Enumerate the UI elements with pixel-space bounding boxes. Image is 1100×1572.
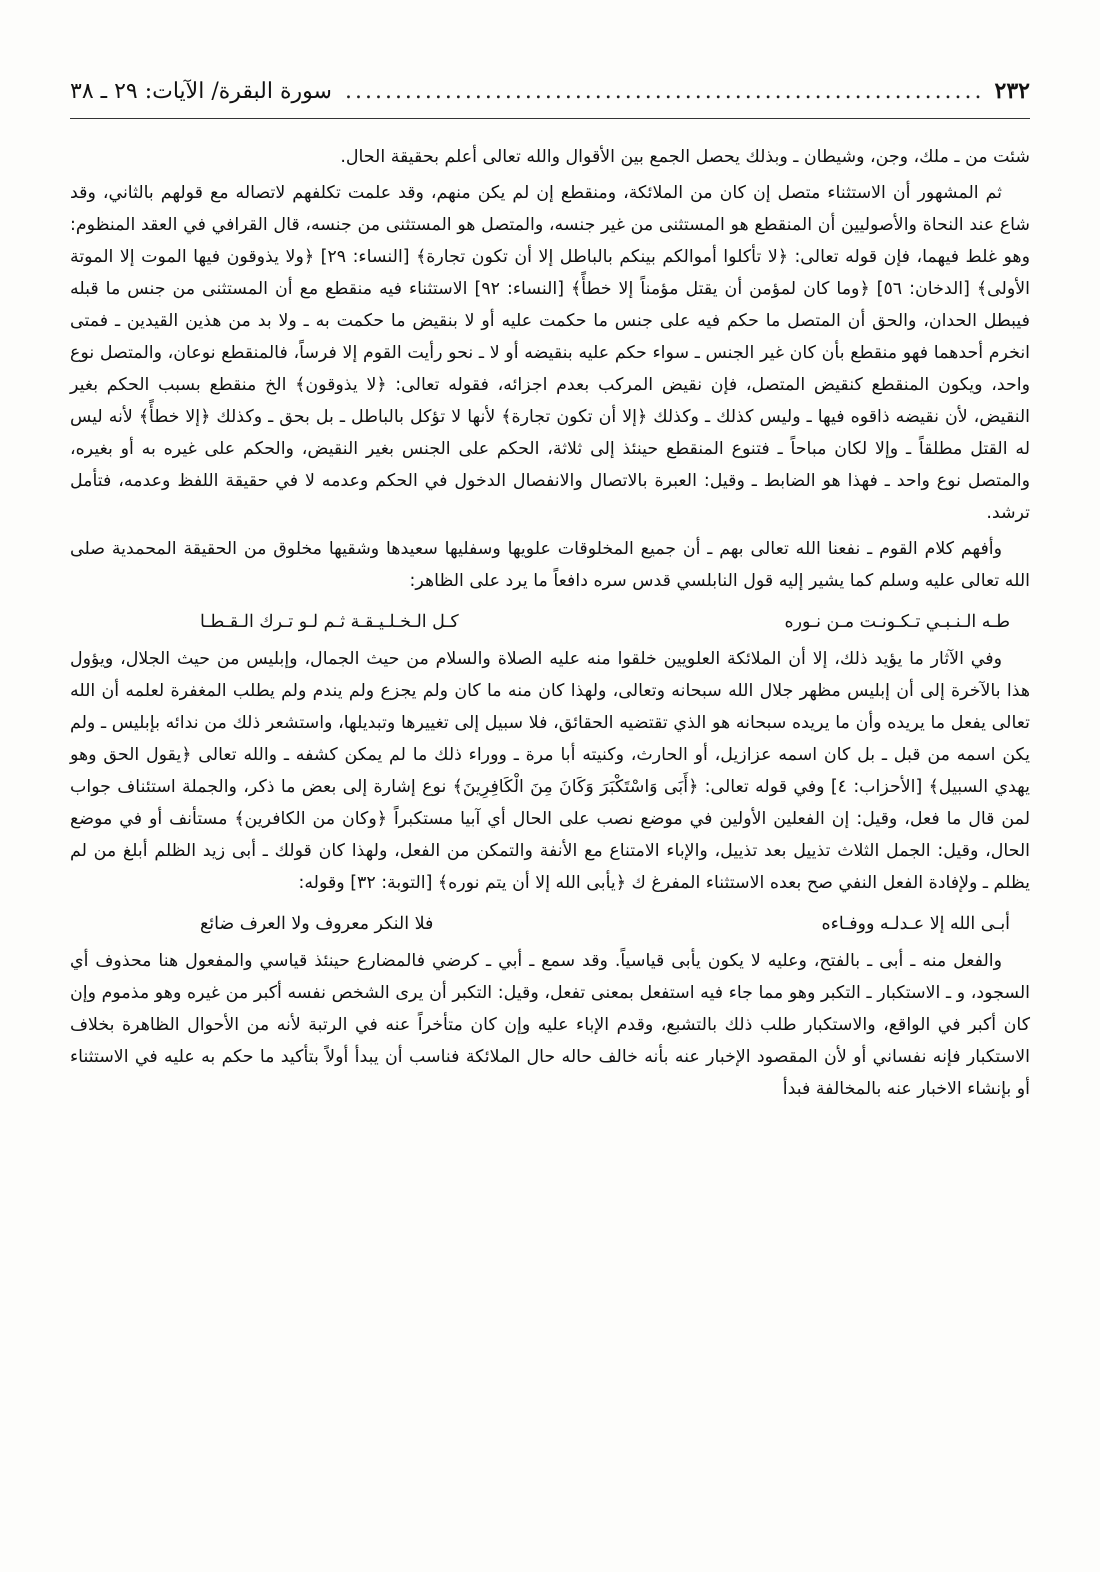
running-title: سورة البقرة/ الآيات: ٢٩ ـ ٣٨: [70, 79, 332, 104]
page-number: ٢٣٢: [994, 78, 1030, 104]
body-text: [70, 141, 1030, 1105]
header-rule: [70, 118, 1030, 119]
verse-hemistich-second: كـل الـخـلـيـقـة ثـم لـو تـرك الـقـطـا: [200, 612, 459, 632]
leader-dots: [342, 79, 985, 104]
running-header: [70, 78, 1030, 118]
paragraph: ثم المشهور أن الاستثناء متصل إن كان من الملائكة، ومنقطع إن لم يكن منهم، وقد علمت تكلفهم لاتصاله مع قولهم بالثاني، وقد شاع عند النحاة والأصوليين أن المنقطع هو المستثنى من غير جنسه، والمتصل هو المستثنى من جنسه، قال القرافي في العقد المنظوم: وهو غلط فيهما، فإن قوله تعالى: ﴿لا تأكلوا أموالكم بينكم بالباطل إلا أن تكون تجارة﴾ [النساء: ٢٩] ﴿ولا يذوقون فيها الموت إلا الموتة الأولى﴾ [الدخان: ٥٦] ﴿وما كان لمؤمن أن يقتل مؤمناً إلا خطأً﴾ [النساء: ٩٢] الاستثناء فيه منقطع مع أن المستثنى من جنس ما قبله فيبطل الحدان، والحق أن المتصل ما حكم فيه على جنس ما حكمت عليه أو لا بنقيض ما حكمت به ـ ولا بد من هذين القيدين ـ فمتى انخرم أحدهما فهو منقطع بأن كان غير الجنس ـ سواء حكم عليه بنقيضه أو لا ـ نحو رأيت القوم إلا فرساً، فالمنقطع نوعان، والمتصل نوع واحد، ويكون المنقطع كنقيض المتصل، فإن نقيض المركب بعدم اجزائه، فقوله تعالى: ﴿لا يذوقون﴾ الخ منقطع بسبب الحكم بغير النقيض، لأن نقيضه ذاقوه فيها ـ وليس كذلك ـ وكذلك ﴿إلا أن تكون تجارة﴾ لأنها لا تؤكل بالباطل ـ بل بحق ـ وكذلك ﴿إلا خطأً﴾ لأنه ليس له القتل مطلقاً ـ وإلا لكان مباحاً ـ فتنوع المنقطع حينئذ إلى ثلاثة، الحكم على الجنس بغير النقيض، والحكم على غيره به أو بغيره، والمتصل نوع واحد ـ فهذا هو الضابط ـ وقيل: العبرة بالاتصال والانفصال الدخول في الحكم وعدمه لا في حقيقة اللفظ وعدمه، فتأمل ترشد.: [70, 183, 1031, 523]
verse-hemistich-first: طـه الـنـبـي تـكـونـت مـن نـوره: [784, 612, 1010, 632]
verse-hemistich-second: فلا النكر معروف ولا العرف ضائع: [200, 914, 434, 934]
paragraph: وفي الآثار ما يؤيد ذلك، إلا أن الملائكة العلويين خلقوا منه عليه الصلاة والسلام من حيث الجمال، وإبليس من حيث الجلال، ويؤول هذا بالآخرة إلى أن إبليس مظهر جلال الله سبحانه وتعالى، ولهذا كان منه ما كان ولم يجزع ولم يندم ولم يطلب المغفرة لعلمه أن الله تعالى يفعل ما يريده وأن ما يريده سبحانه هو الذي تقتضيه الحقائق، فلا سبيل إلى تغييرها وتبديلها، واستشعر ذلك من ندائه بإبليس ـ ولم يكن اسمه من قبل ـ بل كان اسمه عزازيل، أو الحارث، وكنيته أبا مرة ـ ووراء ذلك ما لم يمكن كشفه ـ والله تعالى ﴿يقول الحق وهو يهدي السبيل﴾ [الأحزاب: ٤] وفي قوله تعالى: ﴿أَبَى وَاسْتَكْبَرَ وَكَانَ مِنَ الْكَافِرِينَ﴾ نوع إشارة إلى بعض ما ذكر، والجملة استئناف جواب لمن قال ما فعل، وقيل: إن الفعلين الأولين في موضع نصب على الحال أي آبيا مستكبراً ﴿وكان من الكافرين﴾ مستأنف أو في موضع الحال، وقيل: الجمل الثلاث تذييل بعد تذييل، والإباء الامتناع مع الأنفة والتمكن من الفعل، ولهذا كان قولك ـ أبى زيد الظلم أبلغ من لم يظلم ـ ولإفادة الفعل النفي صح بعده الاستثناء المفرغ ك ﴿يأبى الله إلا أن يتم نوره﴾ [التوبة: ٣٢] وقوله:: [70, 649, 1031, 893]
verse-line: [70, 601, 1030, 643]
paragraph: والفعل منه ـ أبى ـ بالفتح، وعليه لا يكون يأبى قياسياً. وقد سمع ـ أبي ـ كرضي فالمضارع حينئذ قياسي والمفعول هنا محذوف أي السجود، و ـ الاستكبار ـ التكبر وهو مما جاء فيه استفعل بمعنى تفعل، وقيل: التكبر أن يرى الشخص نفسه أكبر من غيره وهو مذموم وإن كان أكبر في الواقع، والاستكبار طلب ذلك بالتشبع، وقدم الإباء عليه وإن كان متأخراً عنه في الرتبة لأنه من الأحوال الظاهرة بخلاف الاستكبار فإنه نفساني أو لأن المقصود الإخبار عنه بأنه خالف حاله حال الملائكة فناسب أن يبدأ أولاً بتأكيد ما حكم به عليه في الاستثناء أو بإنشاء الاخبار عنه بالمخالفة فبدأ: [70, 951, 1030, 1099]
paragraph: وأفهم كلام القوم ـ نفعنا الله تعالى بهم ـ أن جميع المخلوقات علويها وسفليها سعيدها وشقيها مخلوق من الحقيقة المحمدية صلى الله تعالى عليه وسلم كما يشير إليه قول النابلسي قدس سره دافعاً ما يرد على الظاهر:: [70, 539, 1030, 591]
verse-line: [70, 903, 1030, 945]
verse-hemistich-first: أبـى الله إلا عـدلـه ووفـاءه: [821, 914, 1010, 934]
paragraph: شئت من ـ ملك، وجن، وشيطان ـ وبذلك يحصل الجمع بين الأقوال والله تعالى أعلم بحقيقة الحال.: [340, 147, 1030, 167]
